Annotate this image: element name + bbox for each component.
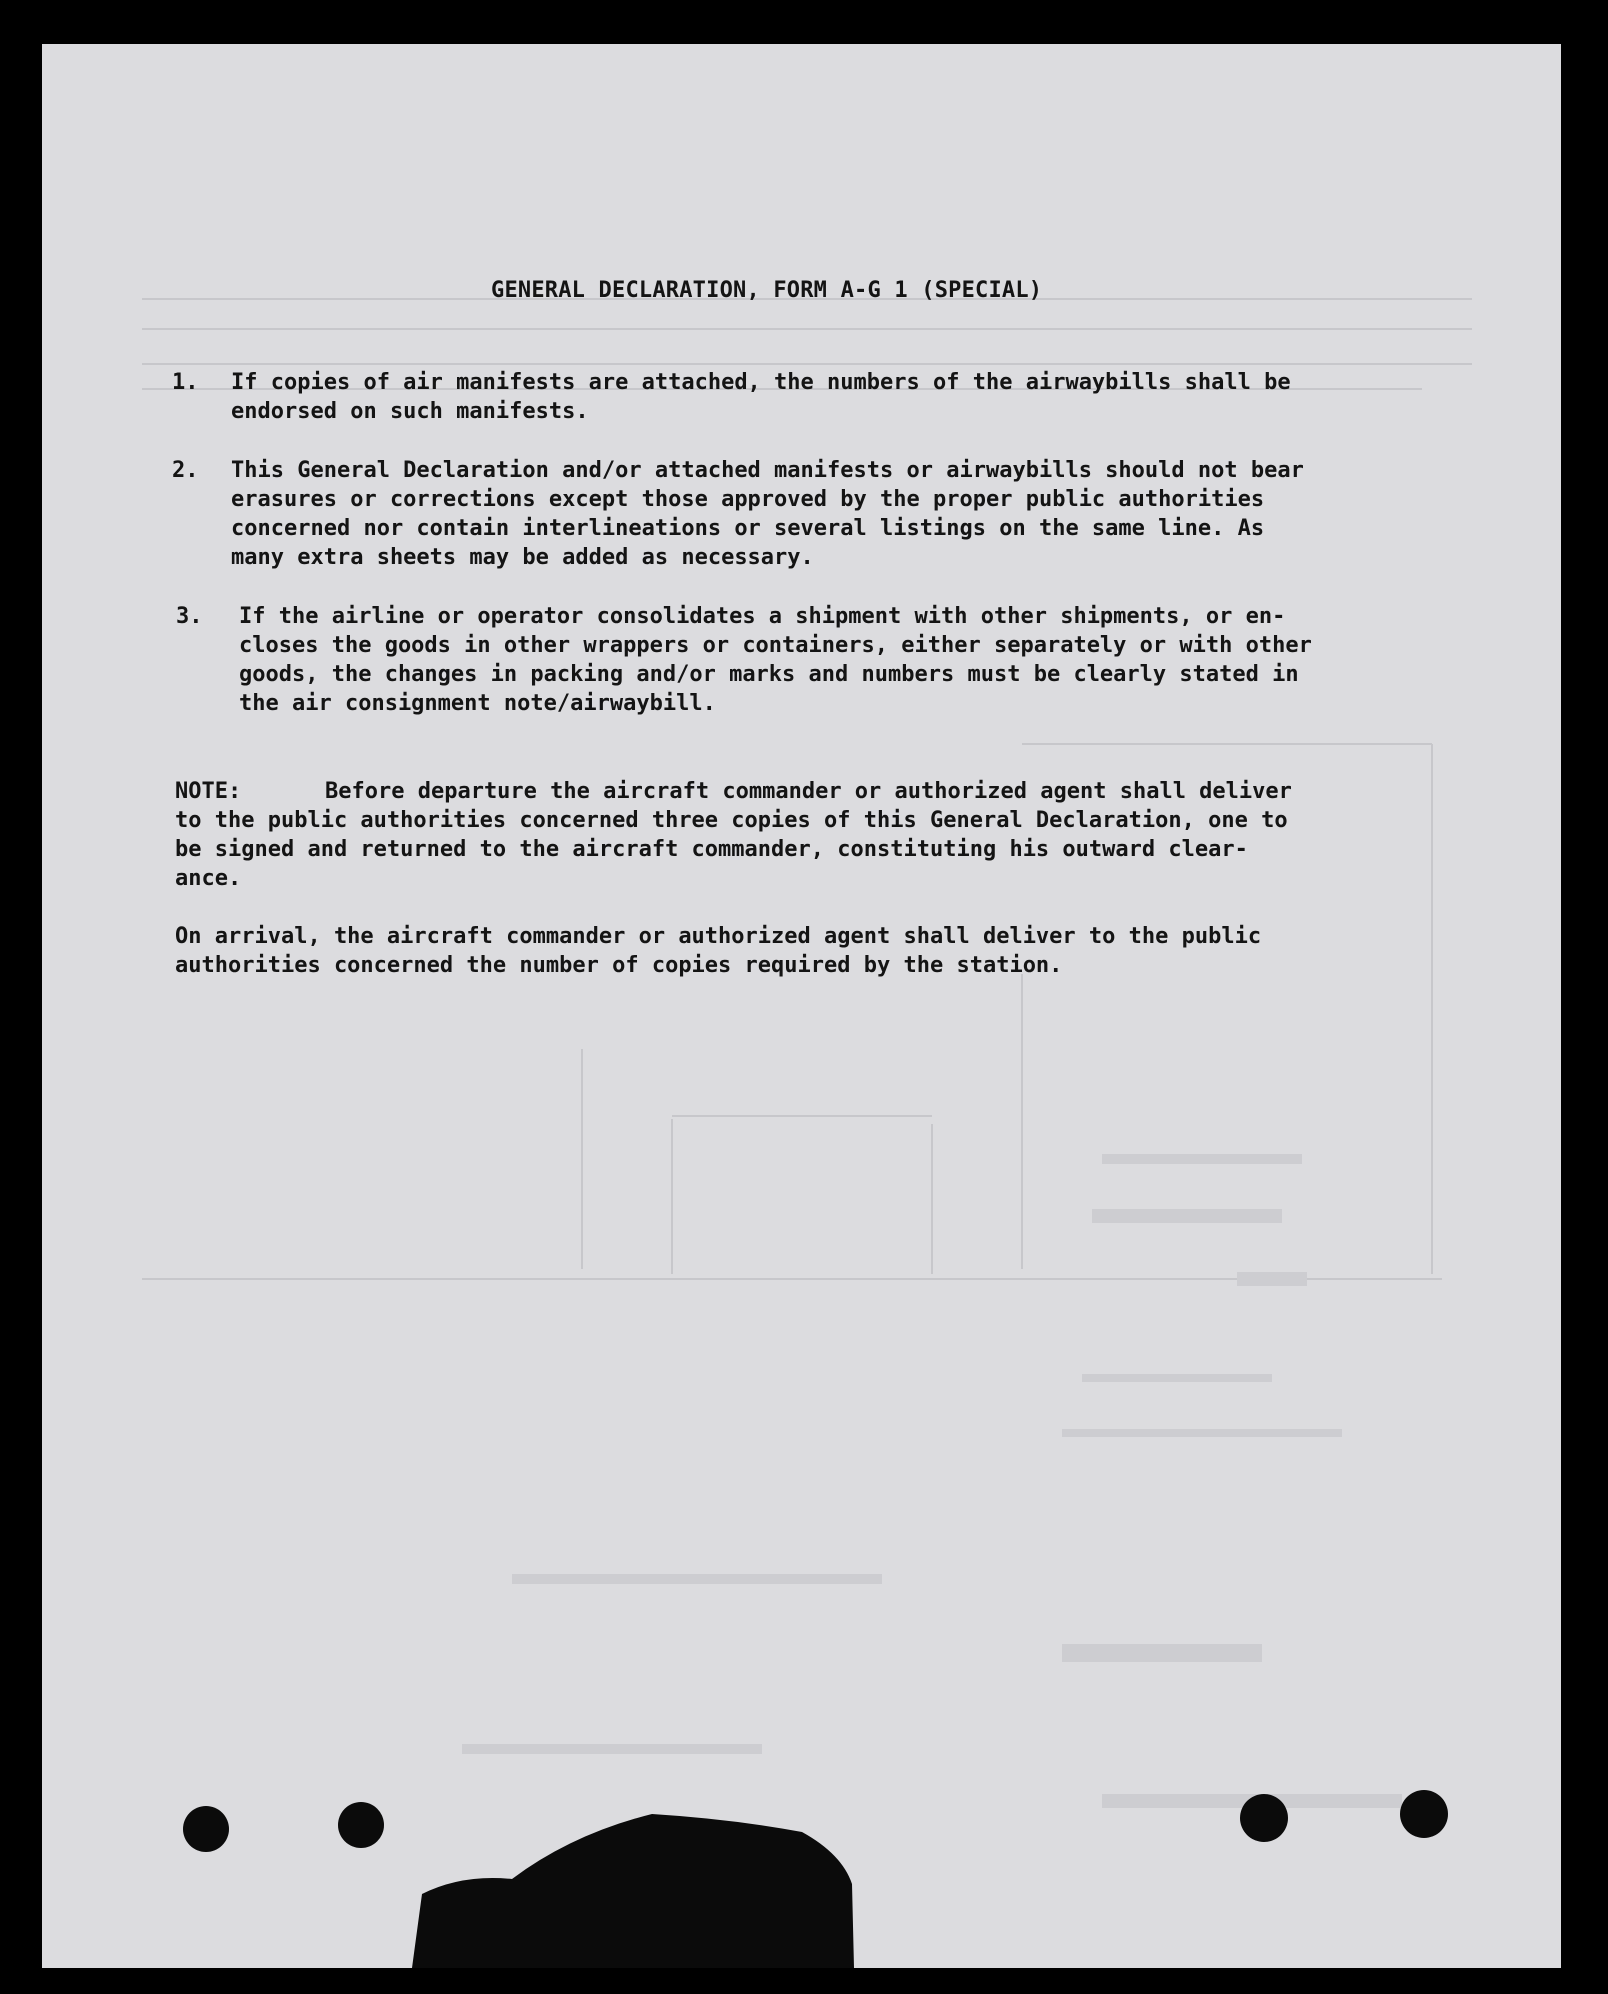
text-line: If the airline or operator consolidates a shipment with other shipments, or en- <box>239 604 1286 629</box>
punch-hole <box>1400 1790 1448 1838</box>
arrival-paragraph <box>175 922 1435 980</box>
document-page <box>42 44 1561 1968</box>
text-line: This General Declaration and/or attached manifests or airwaybills should not bear <box>231 458 1304 483</box>
punch-hole <box>183 1806 229 1852</box>
text-line: erasures or corrections except those approved by the proper public authorities <box>231 487 1265 512</box>
item-number: 2. <box>172 458 199 483</box>
page-title: GENERAL DECLARATION, FORM A-G 1 (SPECIAL) <box>491 278 1043 303</box>
text-line: If copies of air manifests are attached, the numbers of the airwaybills shall be <box>231 370 1291 395</box>
note-paragraph <box>175 777 1435 893</box>
text-line: the air consignment note/airwaybill. <box>239 691 716 716</box>
text-line: authorities concerned the number of copies required by the station. <box>175 953 1063 978</box>
text-line: to the public authorities concerned three copies of this General Declaration, one to <box>175 808 1288 833</box>
item-number: 3. <box>176 604 203 629</box>
punch-hole <box>1240 1794 1288 1842</box>
text-line: many extra sheets may be added as necessary. <box>231 545 814 570</box>
item-text <box>231 456 1421 572</box>
text-line: ance. <box>175 866 242 891</box>
text-line: be signed and returned to the aircraft commander, constituting his outward clear- <box>175 837 1248 862</box>
text-line: concerned nor contain interlineations or several listings on the same line. As <box>231 516 1265 541</box>
punch-hole <box>338 1802 384 1848</box>
text-line: On arrival, the aircraft commander or authorized agent shall deliver to the public <box>175 924 1262 949</box>
item-text <box>239 602 1429 718</box>
note-text: Before departure the aircraft commander or authorized agent shall deliver <box>325 779 1292 804</box>
bleed-through-background <box>42 44 1561 1968</box>
item-number: 1. <box>172 370 199 395</box>
item-text <box>231 368 1421 426</box>
note-label: NOTE: <box>175 779 242 804</box>
text-line: goods, the changes in packing and/or marks and numbers must be clearly stated in <box>239 662 1299 687</box>
text-line: endorsed on such manifests. <box>231 399 589 424</box>
text-line: closes the goods in other wrappers or containers, either separately or with other <box>239 633 1312 658</box>
text-line <box>175 777 1435 806</box>
